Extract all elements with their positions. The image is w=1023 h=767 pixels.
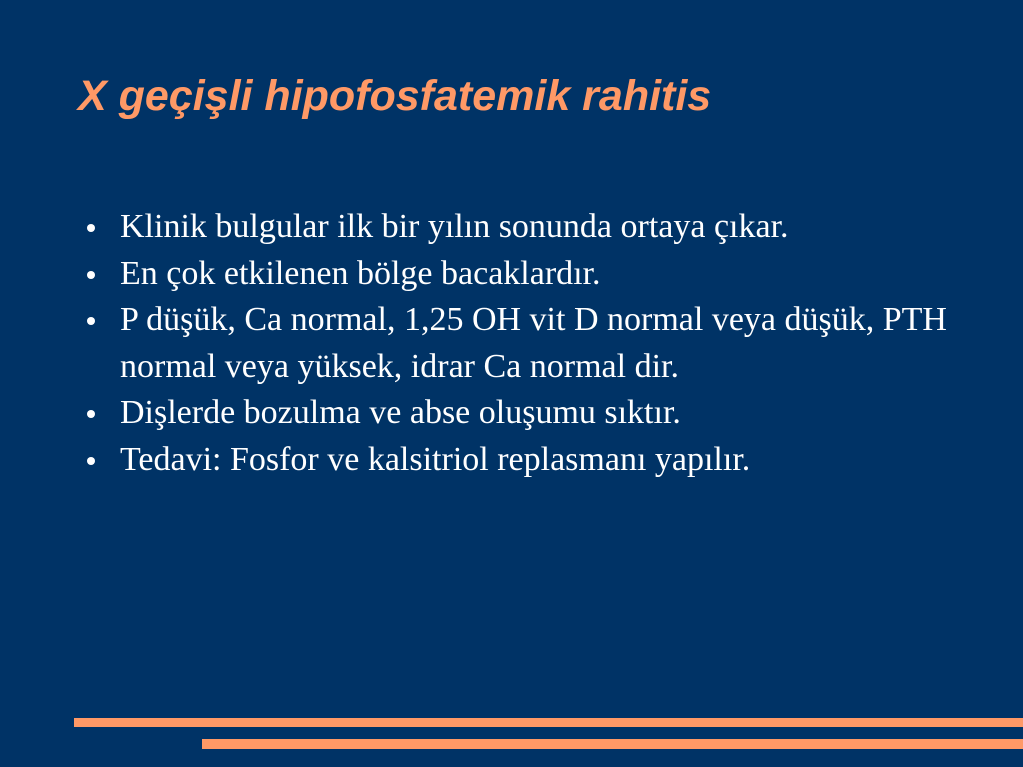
accent-bar-upper bbox=[74, 718, 1023, 727]
bullet-item-5 bbox=[0, 437, 960, 484]
bullet-item-1 bbox=[0, 204, 960, 251]
bullet-dot-icon bbox=[87, 410, 95, 418]
bullet-dot-icon bbox=[87, 317, 95, 325]
slide-title: X geçişli hipofosfatemik rahitis bbox=[78, 72, 712, 120]
bullet-dot-icon bbox=[87, 457, 95, 465]
bullet-text: P düşük, Ca normal, 1,25 OH vit D normal veya düşük, PTH normal veya yüksek, idrar Ca normal dir. bbox=[120, 301, 947, 385]
bullet-text: Klinik bulgular ilk bir yılın sonunda ortaya çıkar. bbox=[120, 208, 789, 245]
bullet-text: En çok etkilenen bölge bacaklardır. bbox=[120, 254, 601, 292]
bullet-list bbox=[0, 204, 1023, 483]
bullet-dot-icon bbox=[87, 271, 95, 279]
bullet-item-4 bbox=[0, 390, 960, 437]
bullet-text: Dişlerde bozulma ve abse oluşumu sıktır. bbox=[120, 394, 681, 431]
bullet-item-2 bbox=[0, 251, 960, 298]
accent-bar-lower bbox=[202, 739, 1023, 749]
bullet-dot-icon bbox=[87, 224, 95, 232]
bullet-text: Tedavi: Fosfor ve kalsitriol replasmanı yapılır. bbox=[120, 440, 751, 478]
bullet-item-3 bbox=[0, 297, 960, 390]
